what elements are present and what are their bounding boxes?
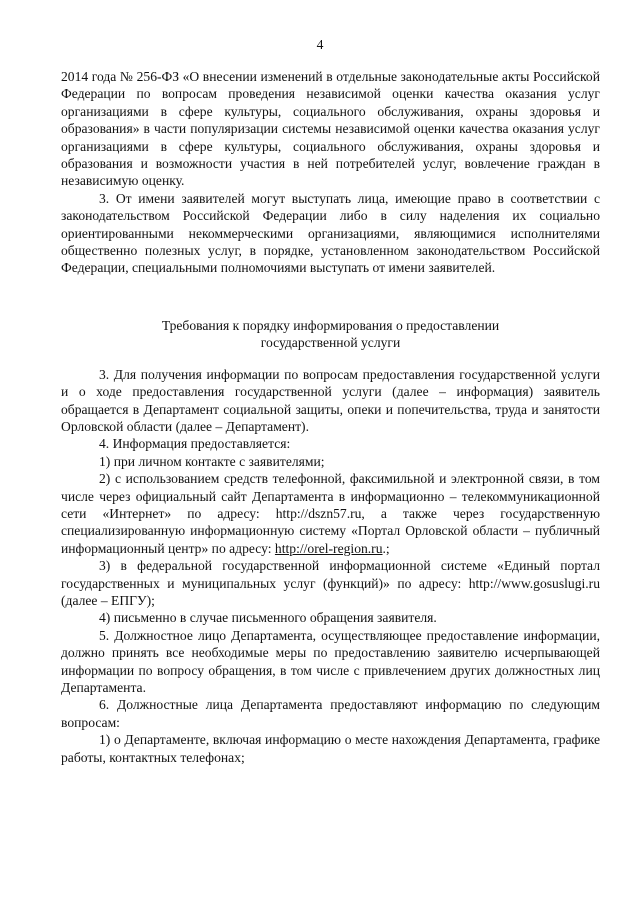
- paragraph-3-representatives: 3. От имени заявителей могут выступать лица, имеющие право в соответствии с законодательством Российской Федерации либо в силу наделения их социально ориентированными некоммерческими организациями, являющимися исполнителями общественно полезных услуг, в порядке, установленном законодательством Российской Федерации, специальными полномочиями выступать от имени заявителей.: [61, 190, 600, 276]
- paragraph-3-information: 3. Для получения информации по вопросам предоставления государственной услуги и о ходе предоставления государственной услуги (далее – информация) заявитель обращается в Департамент социальной защиты, опеки и попечительства, труда и занятости Орловской области (далее – Департамент).: [61, 366, 600, 434]
- document-body: [61, 68, 600, 766]
- paragraph-4-item-3: 3) в федеральной государственной информационной системе «Единый портал государственных и муниципальных услуг (функций)» по адресу: http://www.gosuslugi.ru (далее – ЕПГУ);: [61, 558, 600, 608]
- paragraph-4-item-1: 1) при личном контакте с заявителями;: [99, 453, 325, 469]
- paragraph-5: 5. Должностное лицо Департамента, осуществляющее предоставление информации, должно принять все необходимые меры по предоставлению заявителю исчерпывающей информации по вопросу обращения, в том числе с привлечением других должностных лиц Департамента.: [61, 627, 600, 695]
- paragraph-4-item-2-tail: .;: [382, 540, 390, 556]
- section-heading-line-2: государственной услуги: [260, 335, 401, 351]
- paragraph-6: 6. Должностные лица Департамента предоставляют информацию по следующим вопросам:: [61, 697, 600, 730]
- paragraph-law-continuation: 2014 года № 256-ФЗ «О внесении изменений в отдельные законодательные акты Российской Федерации по вопросам проведения независимой оценки качества оказания услуг организациями в сфере культуры, социального обслуживания, охраны здоровья и образования» в части популяризации системы независимой оценки качества оказания услуг организациями в сфере культуры, социального обслуживания, охраны здоровья и образования и возможности участия в ней потребителей услуг, вовлечение граждан в независимую оценку.: [61, 69, 600, 189]
- paragraph-4-item-4: 4) письменно в случае письменного обращения заявителя.: [99, 610, 437, 626]
- section-heading-line-1: Требования к порядку информирования о предоставлении: [161, 317, 500, 333]
- orel-region-link[interactable]: http://orel-region.ru: [274, 540, 383, 556]
- page-number: 4: [316, 37, 324, 52]
- paragraph-4-item-2-text: 2) с использованием средств телефонной, факсимильной и электронной связи, в том числе через официальный сайт Департамента в информационно – телекоммуникационной сети «Интернет» по адресу: http://dszn57.ru, а также через государственную специализированную информационную систему «Портал Орловской области – публичный информационный центр» по адресу:: [61, 471, 600, 556]
- paragraph-4: 4. Информация предоставляется:: [99, 436, 291, 452]
- section-heading: [61, 317, 600, 352]
- paragraph-4-item-2: [61, 470, 600, 557]
- paragraph-6-item-1: 1) о Департаменте, включая информацию о месте нахождения Департамента, графике работы, контактных телефонах;: [61, 732, 600, 765]
